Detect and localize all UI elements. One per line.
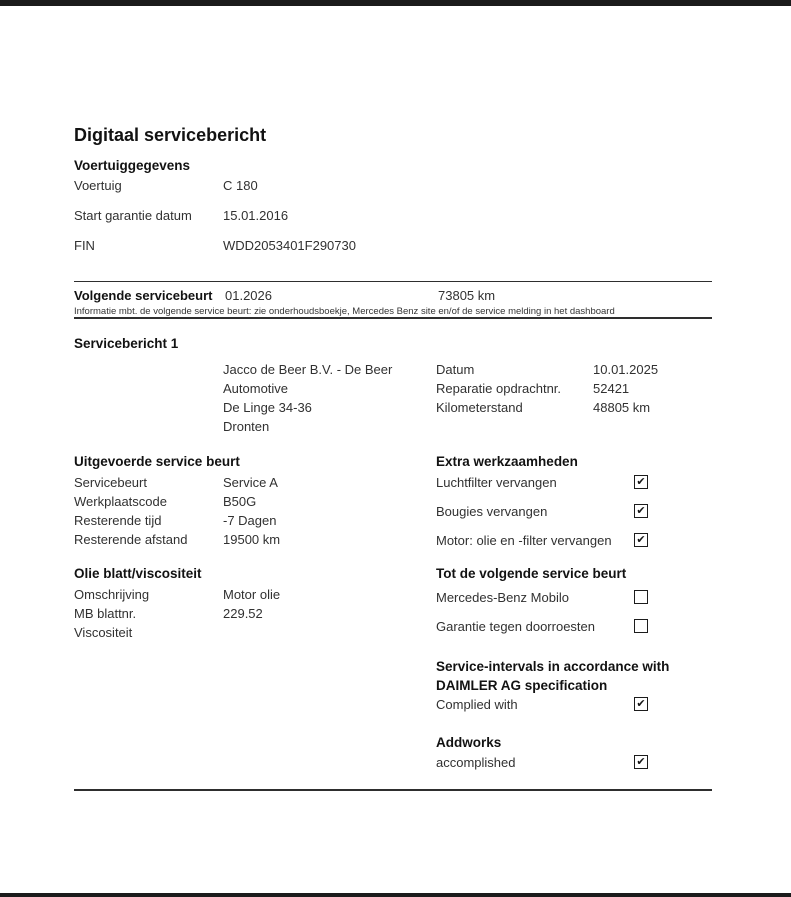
field-value: 48805 km: [593, 400, 651, 415]
vehicle-row: [74, 238, 712, 253]
checklist-row: [436, 474, 648, 490]
field-label: Viscositeit: [74, 625, 133, 640]
next-service-heading: Volgende servicebeurt: [74, 288, 213, 303]
checklist-row: [436, 503, 648, 519]
checkbox-checked: ✔: [634, 504, 648, 518]
field-label: Omschrijving: [74, 587, 150, 602]
service-intervals-heading-line2: DAIMLER AG specification: [436, 678, 608, 693]
until-next-service-heading: Tot de volgende service beurt: [436, 566, 627, 581]
field-value: 19500 km: [223, 532, 281, 547]
oil-sheet-row: [74, 585, 444, 604]
until-next-service-section: [436, 566, 648, 647]
service-intervals-section: [436, 657, 682, 725]
checklist-label: Bougies vervangen: [436, 503, 548, 519]
service-intervals-heading-line1: Service-intervals in accordance with: [436, 659, 670, 674]
checklist-label: Complied with: [436, 696, 518, 712]
divider: [74, 789, 712, 791]
workshop-address-line: Dronten: [223, 419, 270, 434]
checklist-label: Motor: olie en -filter vervangen: [436, 532, 612, 548]
checkbox-unchecked: [634, 619, 648, 633]
checkbox-checked: ✔: [634, 475, 648, 489]
field-value: -7 Dagen: [223, 513, 277, 528]
next-service-date: 01.2026: [225, 288, 272, 303]
detail-row: [436, 360, 716, 379]
field-value: Motor olie: [223, 587, 281, 602]
field-value: 52421: [593, 381, 630, 396]
checklist-row: [436, 696, 682, 712]
field-value: Service A: [223, 475, 278, 490]
checkbox-unchecked: [634, 590, 648, 604]
field-value: 229.52: [223, 606, 263, 621]
checkbox-checked: ✔: [634, 755, 648, 769]
field-label: Reparatie opdrachtnr.: [436, 381, 562, 396]
top-edge-bar: [0, 0, 791, 6]
checklist-label: Luchtfilter vervangen: [436, 474, 557, 490]
detail-row: [436, 398, 716, 417]
workshop-address-line: De Linge 34-36: [223, 400, 312, 415]
oil-sheet-row: [74, 604, 444, 623]
performed-service-row: [74, 511, 444, 530]
oil-sheet-heading: Olie blatt/viscositeit: [74, 566, 202, 581]
workshop-address-line: Jacco de Beer B.V. - De Beer: [223, 362, 393, 377]
performed-service-heading: Uitgevoerde service beurt: [74, 454, 240, 469]
vehicle-section: [74, 158, 712, 268]
checklist-row: [436, 589, 648, 605]
detail-row: [436, 379, 716, 398]
field-value: WDD2053401F290730: [223, 238, 356, 253]
checklist-row: [436, 754, 648, 770]
checklist-label: accomplished: [436, 754, 516, 770]
field-label: Resterende afstand: [74, 532, 188, 547]
checklist-row: [436, 618, 648, 634]
field-label: Resterende tijd: [74, 513, 162, 528]
extra-work-heading: Extra werkzaamheden: [436, 454, 578, 469]
field-label: Datum: [436, 362, 475, 377]
extra-work-section: [436, 454, 648, 561]
page-title: Digitaal servicebericht: [74, 125, 267, 145]
field-value: C 180: [223, 178, 258, 193]
checklist-label: Mercedes-Benz Mobilo: [436, 589, 569, 605]
workshop-address: [223, 360, 428, 436]
field-label: Kilometerstand: [436, 400, 523, 415]
next-service-distance: 73805 km: [438, 288, 496, 303]
field-label: Voertuig: [74, 178, 122, 193]
service-report-heading: Servicebericht 1: [74, 336, 179, 351]
performed-service-row: [74, 530, 444, 549]
field-value: B50G: [223, 494, 257, 509]
checklist-label: Garantie tegen doorroesten: [436, 618, 595, 634]
vehicle-row: [74, 178, 712, 193]
performed-service-row: [74, 473, 444, 492]
oil-sheet-section: [74, 566, 444, 642]
workshop-address-line: Automotive: [223, 381, 289, 396]
oil-sheet-row: [74, 623, 444, 642]
addworks-heading: Addworks: [436, 735, 502, 750]
report-details: [436, 360, 716, 417]
field-label: Start garantie datum: [74, 208, 192, 223]
divider: [74, 317, 712, 319]
checkbox-checked: ✔: [634, 697, 648, 711]
addworks-section: [436, 735, 648, 783]
vehicle-section-heading: Voertuiggegevens: [74, 158, 191, 173]
field-label: Servicebeurt: [74, 475, 147, 490]
performed-service-section: [74, 454, 444, 549]
performed-service-row: [74, 492, 444, 511]
field-value: 10.01.2025: [593, 362, 659, 377]
vehicle-row: [74, 208, 712, 223]
divider: [74, 281, 712, 282]
field-label: MB blattnr.: [74, 606, 137, 621]
next-service-section: [74, 288, 712, 317]
checkbox-checked: ✔: [634, 533, 648, 547]
bottom-edge-bar: [0, 893, 791, 897]
checklist-row: [436, 532, 648, 548]
field-value: 15.01.2016: [223, 208, 289, 223]
next-service-note: Informatie mbt. de volgende service beurt: zie onderhoudsboekje, Mercedes Benz site en/of de service melding in het dashboard: [74, 306, 615, 317]
field-label: Werkplaatscode: [74, 494, 167, 509]
field-label: FIN: [74, 238, 95, 253]
